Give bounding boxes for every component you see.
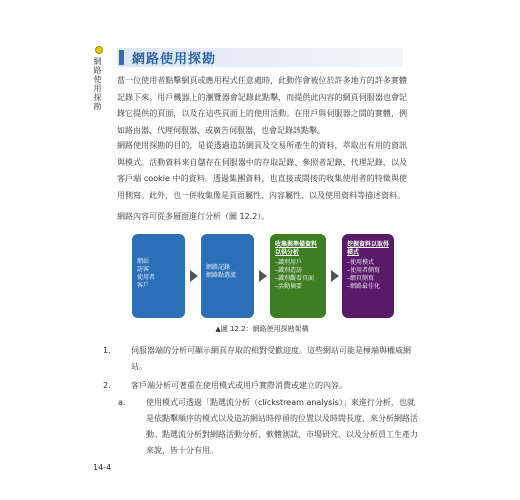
diagram-item: –網頁側寫 [347,275,375,282]
diagram-box-heading: 挖掘資料以取得模式 [347,241,390,256]
diagram-item: 訪客 [137,266,150,273]
page-number: 14-4 [93,463,112,472]
section-title-bar [117,48,403,67]
diagram-item: –活動摘要 [275,283,303,290]
diagram-item: –使用者側寫 [347,267,381,274]
sublist-item [118,395,421,459]
diagram-item: 網站 [137,258,150,265]
list-number: 1. [103,346,111,355]
chapter-side-tab [92,46,106,111]
section-title: 網路使用探勘 [132,52,217,67]
list-number: 2. [103,381,111,390]
title-marker-icon [119,50,124,65]
sublist-text: 使用模式可透過「點選流分析（clickstream analysis）」來進行分析，也就是依點擊順序的模式以及造訪網站時停留的位置以及時間長度，來分析網路活動。點選流分析對網路活動分析、軟體測試、市場研究、以及分析員工生產力來說，皆十分有用。 [146,398,418,455]
diagram-box-prepare [270,234,326,318]
diagram-item: 網路點選流 [206,272,237,279]
chapter-side-label: 網路使用探勘 [93,57,102,111]
paragraph-1: 當一位使用者點擊網頁或應用程式任意處時，此動作會被位於許多地方的許多實體記錄下來。用戶機器上的瀏覽器會記錄此點擊，而提供此內容的網頁伺服器也會記錄它提供的頁面，以及在這些頁面上的使用活動。在用戶與伺服器之間的實體，例如路由器、代理伺服器、或廣告伺服器，也會記錄該點擊。 [117,76,407,135]
paragraph-2: 網路使用探勘的目的，是從透過造訪網頁及交易所產生的資料，萃取出有用的資訊與模式。活動資料來自儲存在伺服器中的存取記錄、參照者記錄、代理記錄、以及客戶端 cookie 中的資料。透過集團資料，也直接或間接的收集使用者的特徵與使用側寫。此外，也一併收集像是頁面屬性、內容屬性、以及使用資料等描述資料。 [117,141,407,200]
sublist-letter: a. [118,398,126,407]
diagram-item: 使用者 [137,274,156,281]
diagram-box-logs [201,234,254,318]
figure-caption: ▲圖 12.2：網路使用探勘架構 [215,325,309,333]
diagram-box-heading: 收集與準備資料以供分析 [275,241,318,256]
diagram-item: 網路記錄 [206,264,231,271]
paragraph-3: 網路內容可從多層面進行分析（圖 12.2）。 [117,212,270,221]
diagram-item: –識別用戶 [275,259,303,266]
diagram-box-mine [342,234,394,318]
list-text: 伺服器端的分析可顯示網頁存取的相對受歡迎度。這些網站可能是極端與權威網站。 [131,346,411,371]
list-item [103,343,421,375]
arrow-icon [259,270,267,282]
diagram-item: –網路最佳化 [347,283,381,290]
diagram-item: –使用模式 [347,259,375,266]
list-item [103,378,421,394]
arrow-icon [190,270,198,282]
diagram-item: 客戶 [137,282,150,289]
diagram-box-sources [132,234,185,318]
diagram-item: –識別觀看頁面 [275,275,315,282]
diagram-item: –識別造訪 [275,267,303,274]
list-text: 客戶端分析可著重在使用模式或用戶實際消費或建立的內容。 [131,381,347,390]
arrow-icon [331,270,339,282]
bullet-icon [95,46,103,54]
web-usage-mining-diagram [132,234,394,318]
